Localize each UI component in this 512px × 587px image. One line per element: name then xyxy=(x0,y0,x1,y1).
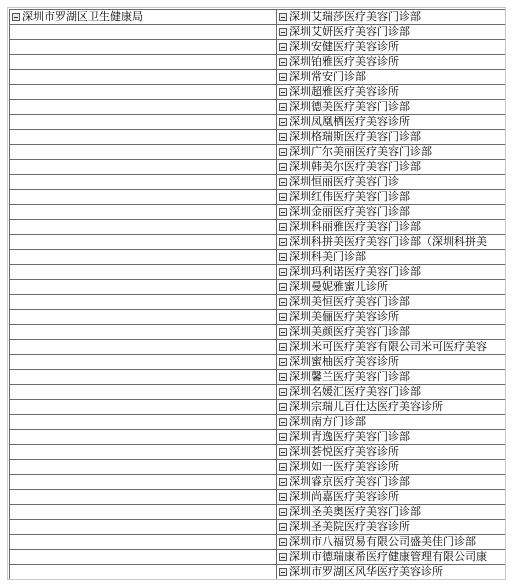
clinic-label: 深圳玛利诺医疗美容门诊部 xyxy=(289,265,421,278)
clinic-cell-content xyxy=(277,70,505,84)
table-row xyxy=(10,385,506,400)
clinic-cell[interactable] xyxy=(277,460,506,475)
box-icon xyxy=(279,313,287,321)
clinic-label: 深圳红伟医疗美容门诊部 xyxy=(289,190,410,203)
table-row xyxy=(10,220,506,235)
empty-cell[interactable] xyxy=(10,565,277,580)
clinic-label: 深圳圣美院医疗美容诊所 xyxy=(289,520,410,533)
empty-cell[interactable] xyxy=(10,430,277,445)
data-table xyxy=(9,9,506,580)
clinic-cell[interactable] xyxy=(277,10,506,25)
empty-cell[interactable] xyxy=(10,175,277,190)
empty-cell[interactable] xyxy=(10,130,277,145)
empty-cell[interactable] xyxy=(10,370,277,385)
clinic-cell[interactable] xyxy=(277,280,506,295)
table-row xyxy=(10,490,506,505)
clinic-cell[interactable] xyxy=(277,520,506,535)
box-icon xyxy=(279,103,287,111)
clinic-label: 深圳南方门诊部 xyxy=(289,415,366,428)
table-row xyxy=(10,85,506,100)
clinic-cell-content xyxy=(277,385,505,399)
empty-cell[interactable] xyxy=(10,475,277,490)
clinic-cell[interactable] xyxy=(277,205,506,220)
table-row xyxy=(10,40,506,55)
clinic-cell-content xyxy=(277,40,505,54)
box-icon xyxy=(279,268,287,276)
clinic-cell-content xyxy=(277,175,505,189)
clinic-label: 深圳常安门诊部 xyxy=(289,70,366,83)
table-row xyxy=(10,70,506,85)
table-row xyxy=(10,415,506,430)
empty-cell[interactable] xyxy=(10,295,277,310)
clinic-cell-content xyxy=(277,250,505,264)
clinic-cell[interactable] xyxy=(277,565,506,580)
table-row xyxy=(10,10,506,25)
box-icon xyxy=(279,283,287,291)
box-icon xyxy=(279,568,287,576)
box-icon xyxy=(279,433,287,441)
empty-cell[interactable] xyxy=(10,220,277,235)
clinic-label: 深圳艾瑞莎医疗美容门诊部 xyxy=(289,10,421,23)
box-icon xyxy=(279,523,287,531)
empty-cell[interactable] xyxy=(10,205,277,220)
department-cell[interactable] xyxy=(10,10,277,25)
table-row xyxy=(10,520,506,535)
clinic-cell[interactable] xyxy=(277,100,506,115)
empty-cell[interactable] xyxy=(10,490,277,505)
table-row xyxy=(10,535,506,550)
clinic-label: 深圳尚嘉医疗美容诊所 xyxy=(289,490,399,503)
clinic-cell[interactable] xyxy=(277,370,506,385)
table-row xyxy=(10,115,506,130)
clinic-cell[interactable] xyxy=(277,55,506,70)
clinic-cell-content xyxy=(277,130,505,144)
clinic-cell-content xyxy=(277,10,505,24)
box-icon xyxy=(279,553,287,561)
clinic-cell[interactable] xyxy=(277,430,506,445)
box-icon xyxy=(279,508,287,516)
clinic-cell-content xyxy=(277,520,505,534)
empty-cell[interactable] xyxy=(10,520,277,535)
empty-cell[interactable] xyxy=(10,160,277,175)
empty-cell[interactable] xyxy=(10,460,277,475)
clinic-label: 深圳市八福贸易有限公司盛美佳门诊部 xyxy=(289,535,476,548)
clinic-label: 深圳荟悦医疗美容诊所 xyxy=(289,445,399,458)
clinic-cell-content xyxy=(277,325,505,339)
clinic-cell-content xyxy=(277,535,505,549)
clinic-cell-content xyxy=(277,460,505,474)
clinic-cell-content xyxy=(277,445,505,459)
clinic-cell[interactable] xyxy=(277,265,506,280)
table-row xyxy=(10,280,506,295)
clinic-cell[interactable] xyxy=(277,25,506,40)
clinic-label: 深圳名媛汇医疗美容门诊部 xyxy=(289,385,421,398)
clinic-cell[interactable] xyxy=(277,550,506,565)
clinic-label: 深圳市德瑞康希医疗健康管理有限公司康 xyxy=(289,550,487,563)
clinic-cell-content xyxy=(277,490,505,504)
clinic-label: 深圳铂雅医疗美容诊所 xyxy=(289,55,399,68)
box-icon xyxy=(279,343,287,351)
clinic-cell[interactable] xyxy=(277,85,506,100)
table-row xyxy=(10,190,506,205)
clinic-cell[interactable] xyxy=(277,310,506,325)
clinic-label: 深圳科美门诊部 xyxy=(289,250,366,263)
clinic-cell-content xyxy=(277,85,505,99)
box-icon xyxy=(279,58,287,66)
clinic-label: 深圳蜜柚医疗美容诊所 xyxy=(289,355,399,368)
empty-cell[interactable] xyxy=(10,310,277,325)
box-icon xyxy=(279,178,287,186)
clinic-cell[interactable] xyxy=(277,190,506,205)
clinic-label: 深圳科拼美医疗美容门诊部（深圳科拼美 xyxy=(289,235,487,248)
box-icon xyxy=(279,133,287,141)
table-row xyxy=(10,565,506,580)
table-row xyxy=(10,235,506,250)
empty-cell[interactable] xyxy=(10,100,277,115)
empty-cell[interactable] xyxy=(10,415,277,430)
table-row xyxy=(10,265,506,280)
table-row xyxy=(10,505,506,520)
clinic-label: 深圳米可医疗美容有限公司米可医疗美容 xyxy=(289,340,487,353)
clinic-cell-content xyxy=(277,550,505,564)
box-icon xyxy=(279,448,287,456)
empty-cell[interactable] xyxy=(10,190,277,205)
box-icon xyxy=(279,328,287,336)
clinic-cell-content xyxy=(277,190,505,204)
empty-cell[interactable] xyxy=(10,325,277,340)
table-row xyxy=(10,250,506,265)
table-row xyxy=(10,370,506,385)
clinic-cell-content xyxy=(277,220,505,234)
empty-cell[interactable] xyxy=(10,280,277,295)
clinic-cell[interactable] xyxy=(277,145,506,160)
clinic-label: 深圳凤凰栖医疗美容诊所 xyxy=(289,115,410,128)
clinic-label: 深圳艾妍医疗美容门诊部 xyxy=(289,25,410,38)
clinic-label: 深圳市罗湖区风华医疗美容诊所 xyxy=(289,565,443,578)
empty-cell[interactable] xyxy=(10,25,277,40)
box-icon xyxy=(279,163,287,171)
clinic-cell-content xyxy=(277,55,505,69)
table-row xyxy=(10,475,506,490)
box-icon xyxy=(279,463,287,471)
clinic-cell[interactable] xyxy=(277,250,506,265)
box-icon xyxy=(279,493,287,501)
department-label: 深圳市罗湖区卫生健康局 xyxy=(22,10,143,23)
empty-cell[interactable] xyxy=(10,505,277,520)
clinic-cell[interactable] xyxy=(277,505,506,520)
empty-cell[interactable] xyxy=(10,145,277,160)
empty-cell[interactable] xyxy=(10,355,277,370)
clinic-cell[interactable] xyxy=(277,385,506,400)
clinic-cell-content xyxy=(277,310,505,324)
box-icon xyxy=(12,13,20,21)
empty-cell[interactable] xyxy=(10,445,277,460)
clinic-label: 深圳美俪医疗美容诊所 xyxy=(289,310,399,323)
empty-cell[interactable] xyxy=(10,40,277,55)
box-icon xyxy=(279,253,287,261)
empty-cell[interactable] xyxy=(10,265,277,280)
table-row xyxy=(10,205,506,220)
box-icon xyxy=(279,43,287,51)
clinic-label: 深圳科丽雅医疗美容门诊部 xyxy=(289,220,421,233)
clinic-cell[interactable] xyxy=(277,295,506,310)
clinic-cell-content xyxy=(277,205,505,219)
box-icon xyxy=(279,208,287,216)
box-icon xyxy=(279,538,287,546)
clinic-cell[interactable] xyxy=(277,130,506,145)
clinic-label: 深圳如一医疗美容诊所 xyxy=(289,460,399,473)
box-icon xyxy=(279,388,287,396)
clinic-cell[interactable] xyxy=(277,445,506,460)
empty-cell[interactable] xyxy=(10,550,277,565)
clinic-cell[interactable] xyxy=(277,235,506,250)
clinic-label: 深圳曼妮雅蜜儿诊所 xyxy=(289,280,388,293)
department-cell-content xyxy=(10,10,276,24)
table-row xyxy=(10,325,506,340)
box-icon xyxy=(279,298,287,306)
box-icon xyxy=(279,28,287,36)
box-icon xyxy=(279,418,287,426)
clinic-cell-content xyxy=(277,160,505,174)
clinic-cell-content xyxy=(277,295,505,309)
clinic-cell-content xyxy=(277,280,505,294)
table-row xyxy=(10,130,506,145)
box-icon xyxy=(279,373,287,381)
clinic-cell[interactable] xyxy=(277,535,506,550)
box-icon xyxy=(279,193,287,201)
empty-cell[interactable] xyxy=(10,385,277,400)
clinic-cell-content xyxy=(277,25,505,39)
clinic-cell[interactable] xyxy=(277,490,506,505)
table-row xyxy=(10,355,506,370)
table-row xyxy=(10,100,506,115)
clinic-label: 深圳金丽医疗美容门诊部 xyxy=(289,205,410,218)
table-row xyxy=(10,430,506,445)
box-icon xyxy=(279,148,287,156)
table-row xyxy=(10,55,506,70)
clinic-cell[interactable] xyxy=(277,40,506,55)
clinic-label: 深圳圣美奥医疗美容门诊部 xyxy=(289,505,421,518)
clinic-label: 深圳格瑞斯医疗美容门诊部 xyxy=(289,130,421,143)
clinic-cell[interactable] xyxy=(277,325,506,340)
empty-cell[interactable] xyxy=(10,70,277,85)
clinic-cell[interactable] xyxy=(277,175,506,190)
table-row xyxy=(10,400,506,415)
spreadsheet-view xyxy=(7,7,506,580)
clinic-cell-content xyxy=(277,415,505,429)
clinic-cell-content xyxy=(277,145,505,159)
clinic-cell[interactable] xyxy=(277,355,506,370)
clinic-cell-content xyxy=(277,355,505,369)
clinic-label: 深圳恒丽医疗美容门诊 xyxy=(289,175,399,188)
table-row xyxy=(10,145,506,160)
clinic-label: 深圳美恒医疗美容门诊部 xyxy=(289,295,410,308)
clinic-label: 深圳德美医疗美容门诊部 xyxy=(289,100,410,113)
clinic-cell[interactable] xyxy=(277,160,506,175)
table-row xyxy=(10,445,506,460)
clinic-cell-content xyxy=(277,475,505,489)
clinic-label: 深圳睿京医疗美容门诊部 xyxy=(289,475,410,488)
clinic-label: 深圳青逸医疗美容门诊部 xyxy=(289,430,410,443)
clinic-cell[interactable] xyxy=(277,415,506,430)
box-icon xyxy=(279,223,287,231)
clinic-label: 深圳安健医疗美容诊所 xyxy=(289,40,399,53)
clinic-cell[interactable] xyxy=(277,340,506,355)
table-row xyxy=(10,310,506,325)
clinic-cell[interactable] xyxy=(277,115,506,130)
box-icon xyxy=(279,478,287,486)
box-icon xyxy=(279,358,287,366)
clinic-label: 深圳宗瑞儿百仕达医疗美容诊所 xyxy=(289,400,443,413)
clinic-cell-content xyxy=(277,505,505,519)
table-row xyxy=(10,460,506,475)
empty-cell[interactable] xyxy=(10,85,277,100)
clinic-cell-content xyxy=(277,235,505,249)
table-row xyxy=(10,175,506,190)
empty-cell[interactable] xyxy=(10,115,277,130)
clinic-label: 深圳美颜医疗美容门诊部 xyxy=(289,325,410,338)
clinic-cell-content xyxy=(277,370,505,384)
clinic-cell-content xyxy=(277,100,505,114)
box-icon xyxy=(279,238,287,246)
box-icon xyxy=(279,13,287,21)
box-icon xyxy=(279,118,287,126)
clinic-label: 深圳韩美尔医疗美容门诊部 xyxy=(289,160,421,173)
clinic-cell-content xyxy=(277,430,505,444)
clinic-cell[interactable] xyxy=(277,220,506,235)
clinic-cell[interactable] xyxy=(277,70,506,85)
clinic-cell-content xyxy=(277,400,505,414)
table-row xyxy=(10,340,506,355)
clinic-cell-content xyxy=(277,565,505,579)
clinic-cell-content xyxy=(277,115,505,129)
empty-cell[interactable] xyxy=(10,535,277,550)
table-row xyxy=(10,25,506,40)
empty-cell[interactable] xyxy=(10,250,277,265)
empty-cell[interactable] xyxy=(10,235,277,250)
box-icon xyxy=(279,403,287,411)
clinic-label: 深圳广尔美丽医疗美容门诊部 xyxy=(289,145,432,158)
table-row xyxy=(10,160,506,175)
empty-cell[interactable] xyxy=(10,55,277,70)
box-icon xyxy=(279,88,287,96)
clinic-label: 深圳超雅医疗美容诊所 xyxy=(289,85,399,98)
empty-cell[interactable] xyxy=(10,400,277,415)
clinic-cell-content xyxy=(277,265,505,279)
clinic-label: 深圳馨兰医疗美容门诊部 xyxy=(289,370,410,383)
clinic-cell[interactable] xyxy=(277,475,506,490)
table-row xyxy=(10,550,506,565)
table-row xyxy=(10,295,506,310)
empty-cell[interactable] xyxy=(10,340,277,355)
box-icon xyxy=(279,73,287,81)
clinic-cell[interactable] xyxy=(277,400,506,415)
clinic-cell-content xyxy=(277,340,505,354)
